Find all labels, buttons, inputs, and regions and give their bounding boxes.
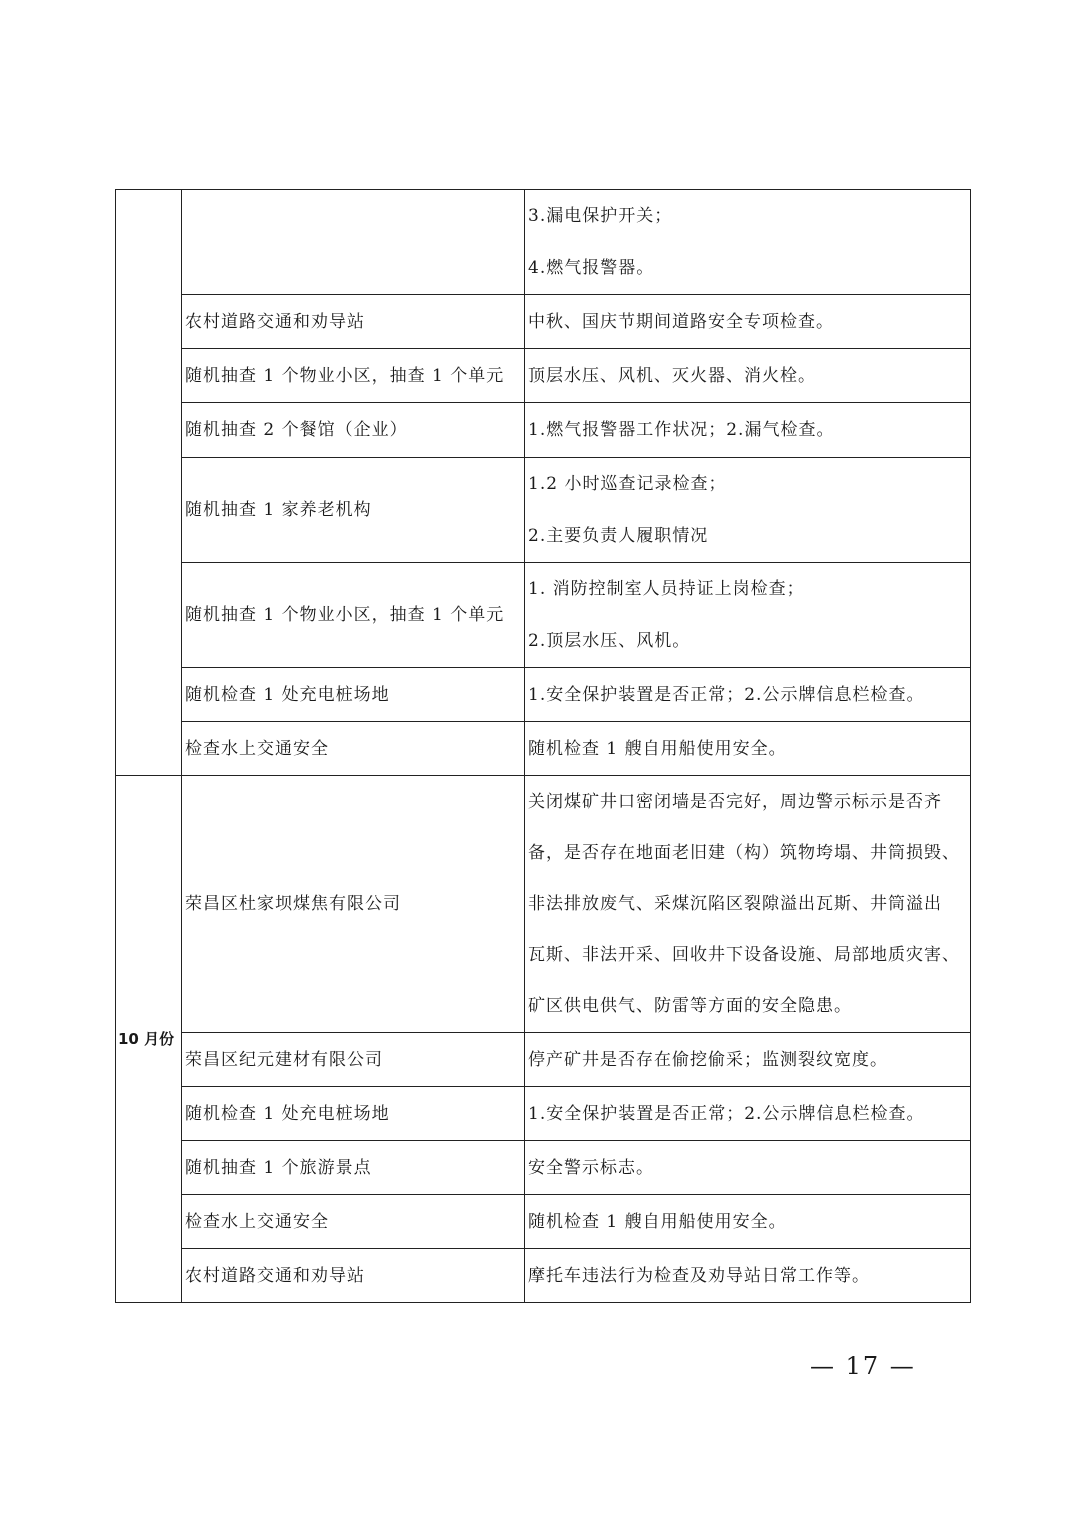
content-line: 1.2 小时巡查记录检查；: [528, 474, 727, 494]
content-line: 2.主要负责人履职情况: [528, 526, 709, 546]
content-cell: [525, 776, 971, 1033]
table-row: [116, 349, 971, 403]
content-cell: [525, 1141, 971, 1195]
item-cell: 随机抽查 1 个物业小区，抽查 1 个单元: [182, 349, 525, 403]
content-cell: [525, 403, 971, 458]
content-line: 3.漏电保护开关；: [528, 206, 673, 226]
content-cell: [525, 295, 971, 349]
content-cell: [525, 458, 971, 563]
page-number: — 17 —: [810, 1352, 916, 1380]
item-cell: 随机检查 1 处充电桩场地: [182, 1087, 525, 1141]
item-cell: 随机抽查 1 个物业小区，抽查 1 个单元: [182, 563, 525, 668]
content-line: 随机检查 1 艘自用船使用安全。: [528, 1211, 787, 1232]
content-cell: [525, 1195, 971, 1249]
item-cell: 荣昌区杜家坝煤焦有限公司: [182, 776, 525, 1033]
content-line: 顶层水压、风机、灭火器、消火栓。: [528, 365, 816, 386]
content-line: 关闭煤矿井口密闭墙是否完好，周边警示标示是否齐: [528, 791, 942, 812]
content-cell: [525, 1033, 971, 1087]
content-line: 停产矿井是否存在偷挖偷采；监测裂纹宽度。: [528, 1049, 888, 1070]
month-cell: [116, 190, 182, 776]
content-line: 4.燃气报警器。: [528, 258, 655, 278]
content-line: 1.安全保护装置是否正常；2.公示牌信息栏检查。: [528, 684, 925, 705]
table-row: [116, 403, 971, 458]
table-row: [116, 458, 971, 563]
table-row: [116, 668, 971, 722]
item-cell: 检查水上交通安全: [182, 722, 525, 776]
content-line: 备，是否存在地面老旧建（构）筑物垮塌、井筒损毁、: [528, 842, 960, 863]
content-line: 非法排放废气、采煤沉陷区裂隙溢出瓦斯、井筒溢出: [528, 893, 942, 914]
content-line: 1. 消防控制室人员持证上岗检查；: [528, 579, 805, 599]
inspection-table: [115, 189, 971, 1303]
table-row: [116, 190, 971, 295]
table-row: [116, 1141, 971, 1195]
item-cell: 荣昌区纪元建材有限公司: [182, 1033, 525, 1087]
content-line: 瓦斯、非法开采、回收井下设备设施、局部地质灾害、: [528, 944, 960, 965]
table-row: [116, 295, 971, 349]
item-cell: 随机抽查 1 个旅游景点: [182, 1141, 525, 1195]
content-cell: [525, 722, 971, 776]
content-line: 安全警示标志。: [528, 1157, 654, 1178]
item-cell: [182, 190, 525, 295]
item-cell: 农村道路交通和劝导站: [182, 1249, 525, 1303]
content-line: 2.顶层水压、风机。: [528, 631, 691, 651]
item-cell: 随机检查 1 处充电桩场地: [182, 668, 525, 722]
item-cell: 检查水上交通安全: [182, 1195, 525, 1249]
content-cell: [525, 349, 971, 403]
table-row: [116, 722, 971, 776]
content-cell: [525, 1249, 971, 1303]
item-cell: 随机抽查 1 家养老机构: [182, 458, 525, 563]
content-line: 1.燃气报警器工作状况；2.漏气检查。: [528, 420, 835, 440]
content-cell: [525, 668, 971, 722]
table-row: [116, 563, 971, 668]
content-line: 矿区供电供气、防雷等方面的安全隐患。: [528, 995, 852, 1016]
table-row: [116, 1195, 971, 1249]
content-line: 随机检查 1 艘自用船使用安全。: [528, 738, 787, 759]
month-cell: 10 月份: [116, 776, 182, 1303]
content-cell: [525, 190, 971, 295]
table-row: [116, 776, 971, 1033]
item-cell: 随机抽查 2 个餐馆（企业）: [182, 403, 525, 458]
table-row: [116, 1087, 971, 1141]
content-line: 中秋、国庆节期间道路安全专项检查。: [528, 311, 834, 332]
content-line: 1.安全保护装置是否正常；2.公示牌信息栏检查。: [528, 1103, 925, 1124]
content-cell: [525, 1087, 971, 1141]
table-row: [116, 1249, 971, 1303]
content-cell: [525, 563, 971, 668]
table-row: [116, 1033, 971, 1087]
content-line: 摩托车违法行为检查及劝导站日常工作等。: [528, 1265, 870, 1286]
item-cell: 农村道路交通和劝导站: [182, 295, 525, 349]
